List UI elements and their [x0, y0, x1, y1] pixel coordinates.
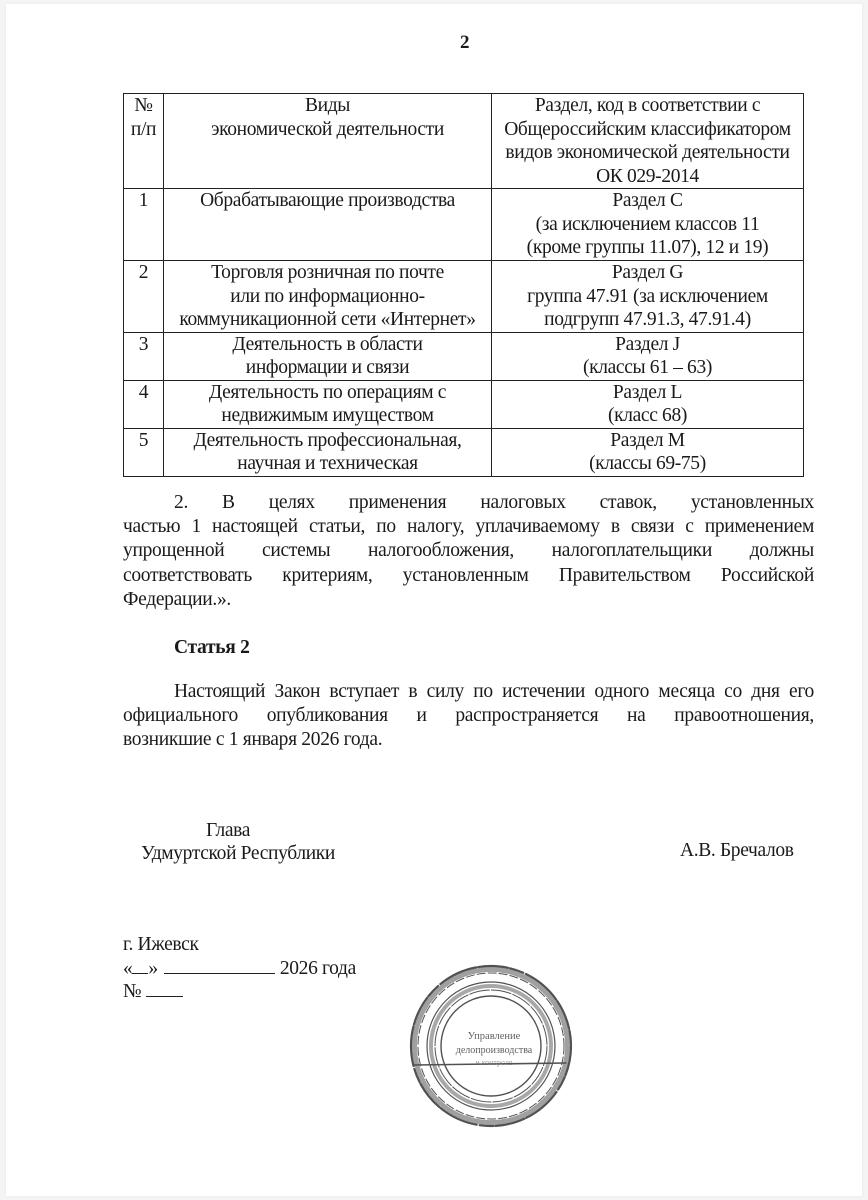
activity-classification-table — [123, 93, 804, 477]
header-text: экономической деятельности — [211, 118, 444, 140]
cell-text: недвижимым имуществом — [221, 405, 434, 426]
cell-text: Раздел J — [615, 333, 680, 355]
row-activity — [164, 332, 492, 380]
page-number: 2 — [460, 32, 470, 53]
stamp-text-line-2: делопроизводства — [455, 1045, 533, 1056]
row-code — [492, 189, 804, 261]
header-activity — [164, 94, 492, 189]
paragraph-line: Федерации.». — [123, 588, 231, 610]
number-label: № — [123, 981, 142, 1002]
paragraph-line: 2. В целях применения налоговых ставок, установленных — [174, 492, 814, 513]
number-blank — [146, 979, 183, 997]
row-code — [492, 261, 804, 333]
cell-text: 1 — [138, 190, 149, 211]
header-text: п/п — [130, 118, 157, 140]
day-blank — [132, 956, 148, 974]
cell-text: (кроме группы 11.07), 12 и 19) — [526, 237, 769, 258]
header-text: Общероссийским классификатором — [504, 118, 791, 140]
paragraph-line: упрощенной системы налогообложения, налогоплательщики должны — [123, 540, 814, 562]
cell-text: коммуникационной сети «Интернет» — [179, 309, 476, 330]
cell-text: 3 — [138, 333, 149, 355]
header-text: № — [134, 95, 153, 116]
signatory-name: А.В. Бречалов — [680, 840, 794, 861]
paragraph-line: Настоящий Закон вступает в силу по истечении одного месяца со дня его — [174, 681, 814, 702]
place-of-signing: г. Ижевск — [123, 934, 199, 955]
header-number — [124, 94, 164, 189]
cell-text: (классы 61 – 63) — [582, 357, 713, 378]
row-number — [124, 189, 164, 261]
cell-text: Раздел M — [610, 429, 685, 451]
table-row — [124, 332, 804, 380]
cell-text: 2 — [138, 262, 149, 283]
row-activity — [164, 261, 492, 333]
header-code — [492, 94, 804, 189]
date-close-quote: » — [148, 958, 158, 979]
header-text: Раздел, код в соответствии с — [534, 95, 761, 116]
row-number — [124, 380, 164, 428]
table-row — [124, 189, 804, 261]
cell-text: или по информационно- — [230, 285, 425, 307]
paragraph-line: официального опубликования и распространяется на правоотношения, — [123, 705, 814, 727]
cell-text: Раздел C — [612, 190, 683, 211]
cell-text: группа 47.91 (за исключением — [527, 285, 768, 307]
header-text: ОК 029-2014 — [596, 165, 699, 187]
cell-text: Деятельность по операциям с — [208, 381, 447, 403]
paragraph-line: возникшие с 1 января 2026 года. — [123, 729, 383, 751]
row-activity — [164, 189, 492, 261]
row-number — [124, 332, 164, 380]
stamp-text-line-1: Управление — [467, 1031, 521, 1042]
row-activity — [164, 380, 492, 428]
cell-text: подгрупп 47.91.3, 47.91.4) — [544, 309, 751, 330]
row-activity — [164, 428, 492, 476]
article-2-body — [123, 680, 814, 753]
cell-text: информации и связи — [245, 357, 410, 378]
paragraph-2 — [123, 491, 814, 612]
date-line — [123, 956, 356, 981]
header-text: Виды — [304, 95, 351, 116]
cell-text: 5 — [138, 429, 149, 451]
cell-text: научная и техническая — [237, 453, 418, 474]
cell-text: Деятельность профессиональная, — [193, 429, 462, 451]
cell-text: Деятельность в области — [232, 333, 423, 355]
document-number-line — [123, 979, 183, 1004]
stamp-text-line-3: и контроля — [475, 1058, 513, 1067]
table-header-row — [124, 94, 804, 189]
table-row — [124, 261, 804, 333]
header-text: видов экономической деятельности — [505, 142, 790, 163]
signatory-title-line-2: Удмуртской Республики — [141, 843, 336, 864]
paragraph-line: частью 1 настоящей статьи, по налогу, уплачиваемому в связи с применением — [123, 516, 814, 538]
row-number — [124, 428, 164, 476]
cell-text: Торговля розничная по почте — [211, 262, 444, 283]
date-year: 2026 года — [279, 958, 356, 979]
cell-text: Обрабатывающие производства — [200, 190, 455, 211]
document-page — [6, 4, 862, 1196]
cell-text: (класс 68) — [607, 405, 688, 426]
month-blank — [164, 956, 275, 974]
row-code — [492, 428, 804, 476]
cell-text: (за исключением классов 11 — [535, 213, 760, 235]
row-code — [492, 332, 804, 380]
cell-text: Раздел L — [612, 381, 683, 403]
cell-text: (классы 69-75) — [589, 453, 706, 474]
date-open-quote: « — [123, 958, 133, 979]
table-row — [124, 428, 804, 476]
signatory-title-line-1: Глава — [206, 820, 251, 841]
paragraph-line: соответствовать критериям, установленным Правительством Российской — [123, 564, 814, 586]
cell-text: Раздел G — [611, 262, 684, 283]
table-row — [124, 380, 804, 428]
row-code — [492, 380, 804, 428]
row-number — [124, 261, 164, 333]
article-2-title: Статья 2 — [174, 637, 250, 658]
cell-text: 4 — [138, 381, 149, 403]
official-seal-stamp-icon — [406, 961, 576, 1131]
